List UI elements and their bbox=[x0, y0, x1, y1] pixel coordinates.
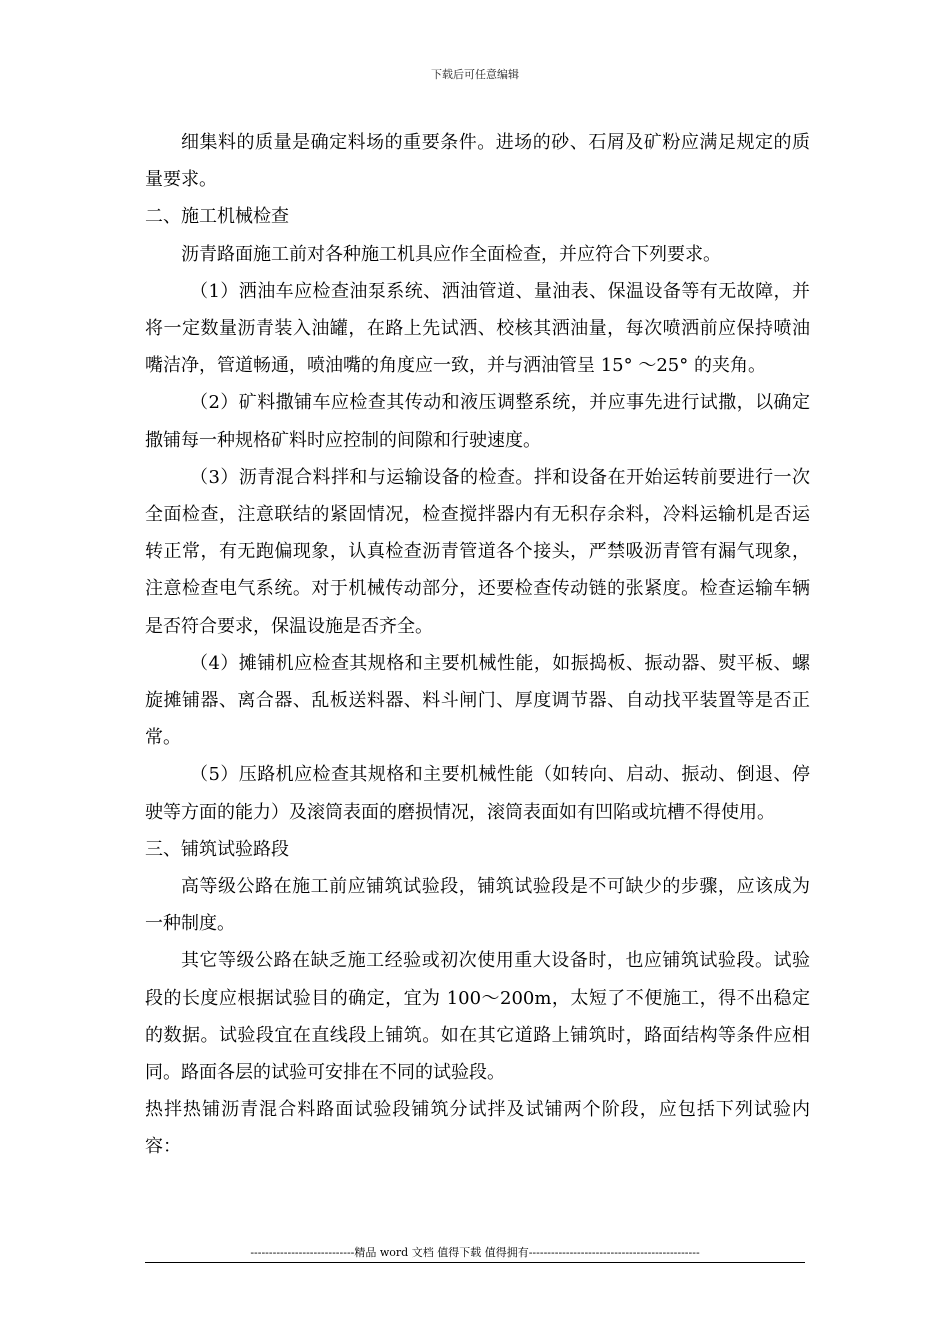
page-footer: ----------------------------精品 word 文档 值得下载 值得拥有---------------------------------------------- bbox=[250, 1246, 700, 1259]
paragraph-item-1: （1）洒油车应检查油泵系统、洒油管道、量油表、保温设备等有无故障，并将一定数量沥青装入油罐，在路上先试洒、校核其洒油量，每次喷洒前应保持喷油嘴洁净，管道畅通，喷油嘴的角度应一致，并与洒油管呈 15° ～25° 的夹角。 bbox=[145, 280, 810, 377]
paragraph-trial-contents: 热拌热铺沥青混合料路面试验段铺筑分试拌及试铺两个阶段，应包括下列试验内容： bbox=[145, 1099, 810, 1158]
page-header: 下载后可任意编辑 bbox=[431, 68, 519, 81]
document-body bbox=[145, 124, 810, 1166]
paragraph-item-3: （3）沥青混合料拌和与运输设备的检查。拌和设备在开始运转前要进行一次全面检查，注意联结的紧固情况，检查搅拌器内有无积存余料，冷料运输机是否运转正常，有无跑偏现象，认真检查沥青管道各个接头，严禁吸沥青管有漏气现象，注意检查电气系统。对于机械传动部分，还要检查传动链的张紧度。检查运输车辆是否符合要求，保温设施是否齐全。 bbox=[145, 466, 810, 637]
paragraph-item-5: （5）压路机应检查其规格和主要机械性能（如转向、启动、振动、倒退、停驶等方面的能力）及滚筒表面的磨损情况，滚筒表面如有凹陷或坑槽不得使用。 bbox=[145, 764, 810, 823]
paragraph-trial-other: 其它等级公路在缺乏施工经验或初次使用重大设备时，也应铺筑试验段。试验段的长度应根据试验目的确定，宜为 100～200m，太短了不便施工，得不出稳定的数据。试验段宜在直线段上铺筑。如在其它道路上铺筑时，路面结构等条件应相同。路面各层的试验可安排在不同的试验段。 bbox=[145, 950, 810, 1084]
paragraph-item-2: （2）矿料撒铺车应检查其传动和液压调整系统，并应事先进行试撒，以确定撒铺每一种规格矿料时应控制的间隙和行驶速度。 bbox=[145, 392, 810, 451]
paragraph-fine-aggregate: 细集料的质量是确定料场的重要条件。进场的砂、石屑及矿粉应满足规定的质量要求。 bbox=[145, 132, 810, 191]
paragraph-trial-highway: 高等级公路在施工前应铺筑试验段，铺筑试验段是不可缺少的步骤，应该成为一种制度。 bbox=[145, 876, 810, 935]
footer-rule bbox=[145, 1262, 805, 1263]
paragraph-machinery-intro: 沥青路面施工前对各种施工机具应作全面检查，并应符合下列要求。 bbox=[181, 243, 721, 265]
section-heading-machinery: 二、施工机械检查 bbox=[145, 206, 289, 228]
section-heading-trial-section: 三、铺筑试验路段 bbox=[145, 838, 289, 860]
paragraph-item-4: （4）摊铺机应检查其规格和主要机械性能，如振捣板、振动器、熨平板、螺旋摊铺器、离合器、乱板送料器、料斗闸门、厚度调节器、自动找平装置等是否正常。 bbox=[145, 652, 810, 749]
